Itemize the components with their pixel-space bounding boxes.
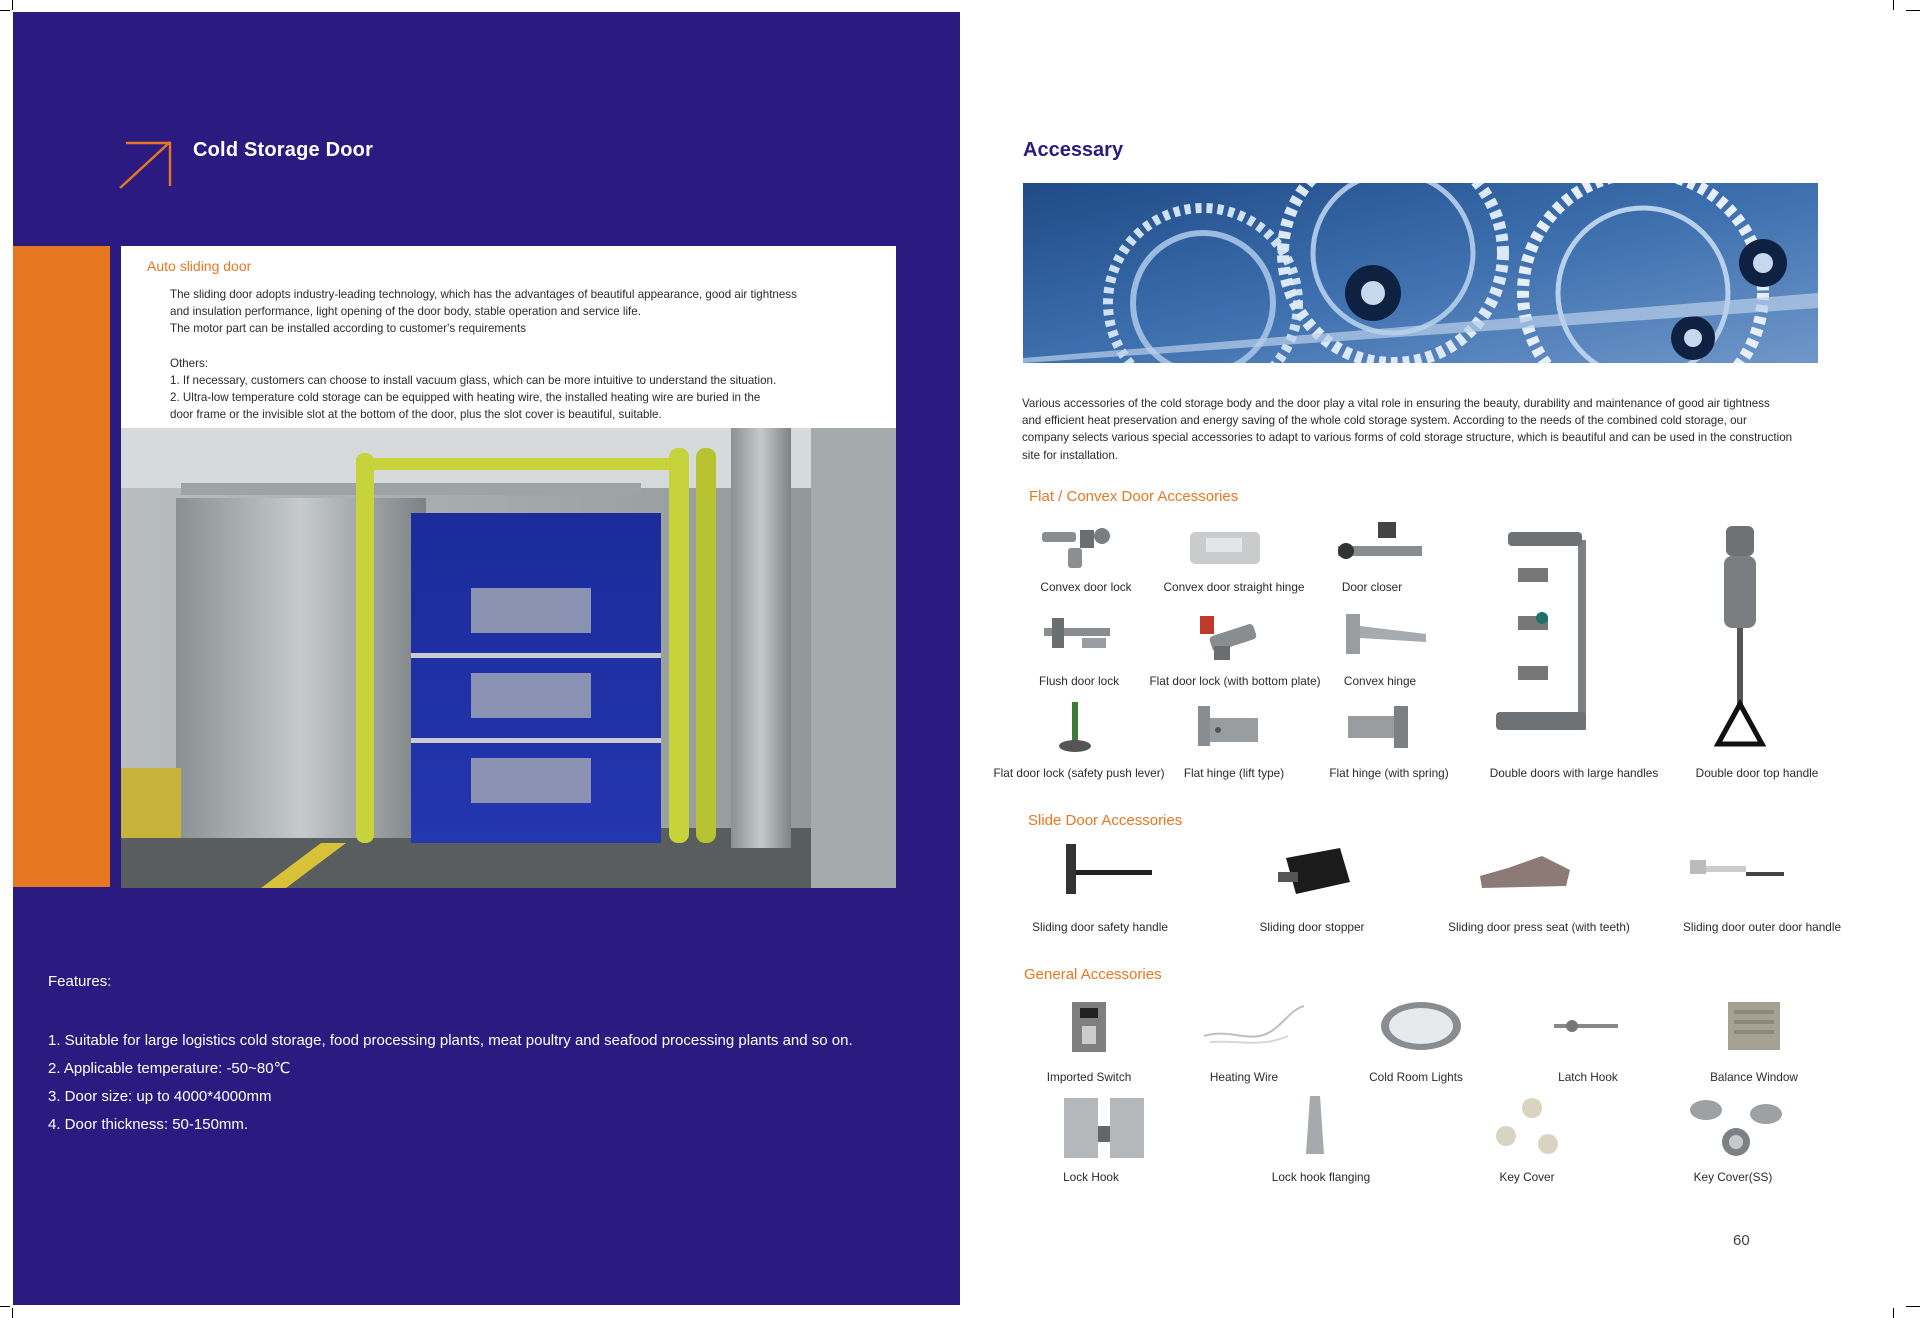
intro-heading: Auto sliding door <box>147 258 252 274</box>
caption-balance-window: Balance Window <box>1710 1070 1798 1084</box>
intro-line: 2. Ultra-low temperature cold storage can be equipped with heating wire, the installed heating wire are buried in the <box>170 391 761 405</box>
caption-heating-wire: Heating Wire <box>1209 1070 1279 1084</box>
sliding-door-outer-handle-image <box>1688 856 1788 892</box>
caption-cold-room-lights: Cold Room Lights <box>1369 1070 1463 1084</box>
paragraph-line: Various accessories of the cold storage body and the door play a vital role in ensuring the beauty, durability and maintenance of good air tightness <box>1022 397 1770 410</box>
paragraph-line: company selects various special accessories to adapt to various forms of cold storage structure, which is beautiful and can be used in the construction <box>1022 431 1793 445</box>
crop-mark <box>1893 0 1894 10</box>
double-doors-large-handles-image <box>1488 528 1608 740</box>
slide-door-heading: Slide Door Accessories <box>1028 812 1183 829</box>
intro-text <box>170 286 882 423</box>
sliding-door-safety-handle-image <box>1052 842 1154 898</box>
intro-line: Others: <box>170 356 209 370</box>
caption-flat-hinge-with-spring: Flat hinge (with spring) <box>1329 766 1449 780</box>
intro-line <box>170 338 882 355</box>
orange-accent-bar <box>13 246 110 887</box>
flat-hinge-lift-type-image <box>1196 704 1260 750</box>
flat-door-lock-safety-push-lever-image <box>1056 700 1096 754</box>
gear-banner-image <box>1023 183 1818 363</box>
latch-hook-image <box>1552 1014 1622 1038</box>
crop-mark <box>0 1306 10 1307</box>
lock-hook-image <box>1062 1096 1146 1160</box>
caption-double-door-top-handle: Double door top handle <box>1695 766 1819 780</box>
intro-box <box>121 246 896 428</box>
intro-line: 1. If necessary, customers can choose to install vacuum glass, which can be more intuitive to understand the situation. <box>170 373 777 387</box>
crop-mark <box>1893 1308 1894 1318</box>
page-title: Cold Storage Door <box>193 139 374 161</box>
crop-mark <box>12 1308 13 1318</box>
key-cover-ss-image <box>1688 1096 1784 1160</box>
arrow-up-right-icon <box>118 140 174 190</box>
cold-room-lights-image <box>1378 1000 1464 1054</box>
convex-door-lock-image <box>1038 524 1118 570</box>
flat-convex-heading: Flat / Convex Door Accessories <box>1029 488 1239 505</box>
features-label: Features: <box>48 973 112 990</box>
sliding-door-photo <box>121 428 896 888</box>
convex-hinge-image <box>1338 612 1428 660</box>
caption-sliding-door-stopper: Sliding door stopper <box>1259 920 1365 934</box>
caption-key-cover-ss: Key Cover(SS) <box>1693 1170 1773 1184</box>
caption-door-closer: Door closer <box>1341 580 1403 594</box>
flat-hinge-with-spring-image <box>1344 704 1414 750</box>
features-list <box>48 1027 853 1139</box>
convex-door-straight-hinge-image <box>1188 528 1264 568</box>
page-number: 60 <box>1733 1232 1750 1249</box>
caption-key-cover: Key Cover <box>1499 1170 1555 1184</box>
feature-item: 3. Door size: up to 4000*4000mm <box>48 1088 272 1105</box>
intro-line: and insulation performance, light opening of the door body, stable operation and service life. <box>170 305 641 319</box>
caption-flat-door-lock-safety-push-lever: Flat door lock (safety push lever) <box>993 766 1165 780</box>
feature-item: 4. Door thickness: 50-150mm. <box>48 1116 249 1133</box>
caption-sliding-door-press-seat: Sliding door press seat (with teeth) <box>1448 920 1630 934</box>
accessary-paragraph <box>1022 395 1874 464</box>
intro-line: The sliding door adopts industry-leading technology, which has the advantages of beautiful appearance, good air tightness <box>170 288 797 301</box>
caption-convex-hinge: Convex hinge <box>1343 674 1417 688</box>
crop-mark <box>0 10 10 11</box>
balance-window-image <box>1726 1000 1782 1056</box>
caption-imported-switch: Imported Switch <box>1046 1070 1132 1084</box>
flush-door-lock-image <box>1042 614 1114 654</box>
crop-mark <box>1906 1306 1920 1307</box>
feature-item: 2. Applicable temperature: -50~80℃ <box>48 1060 291 1077</box>
heating-wire-image <box>1200 1000 1308 1050</box>
key-cover-image <box>1492 1096 1562 1160</box>
intro-line: The motor part can be installed according to customer's requirements <box>170 322 526 336</box>
caption-double-doors-large-handles: Double doors with large handles <box>1489 766 1659 780</box>
crop-mark <box>1906 10 1920 11</box>
caption-flush-door-lock: Flush door lock <box>1039 674 1119 688</box>
caption-convex-door-straight-hinge: Convex door straight hinge <box>1163 580 1305 594</box>
caption-flat-hinge-lift-type: Flat hinge (lift type) <box>1183 766 1285 780</box>
general-accessories-heading: General Accessories <box>1024 966 1162 983</box>
sliding-door-press-seat-image <box>1478 854 1574 894</box>
sliding-door-stopper-image <box>1276 842 1356 898</box>
feature-item: 1. Suitable for large logistics cold storage, food processing plants, meat poultry and seafood processing plants and so on. <box>48 1032 853 1049</box>
paragraph-line: site for installation. <box>1022 448 1119 462</box>
double-door-top-handle-image <box>1712 524 1768 748</box>
caption-sliding-door-safety-handle: Sliding door safety handle <box>1032 920 1168 934</box>
intro-line: door frame or the invisible slot at the bottom of the door, plus the slot cover is beautiful, suitable. <box>170 408 662 422</box>
paragraph-line: and efficient heat preservation and energy saving of the whole cold storage system. According to the needs of the combined cold storage, our <box>1022 414 1747 428</box>
lock-hook-flanging-image <box>1300 1094 1330 1158</box>
caption-lock-hook-flanging: Lock hook flanging <box>1271 1170 1371 1184</box>
door-closer-image <box>1332 522 1422 570</box>
crop-mark <box>12 0 13 10</box>
caption-sliding-door-outer-handle: Sliding door outer door handle <box>1682 920 1842 934</box>
imported-switch-image <box>1070 1000 1108 1054</box>
caption-latch-hook: Latch Hook <box>1558 1070 1618 1084</box>
caption-lock-hook: Lock Hook <box>1063 1170 1119 1184</box>
accessary-title: Accessary <box>1023 139 1124 161</box>
flat-door-lock-bottom-plate-image <box>1196 610 1260 662</box>
caption-convex-door-lock: Convex door lock <box>1040 580 1132 594</box>
caption-flat-door-lock-bottom-plate: Flat door lock (with bottom plate) <box>1149 674 1321 688</box>
